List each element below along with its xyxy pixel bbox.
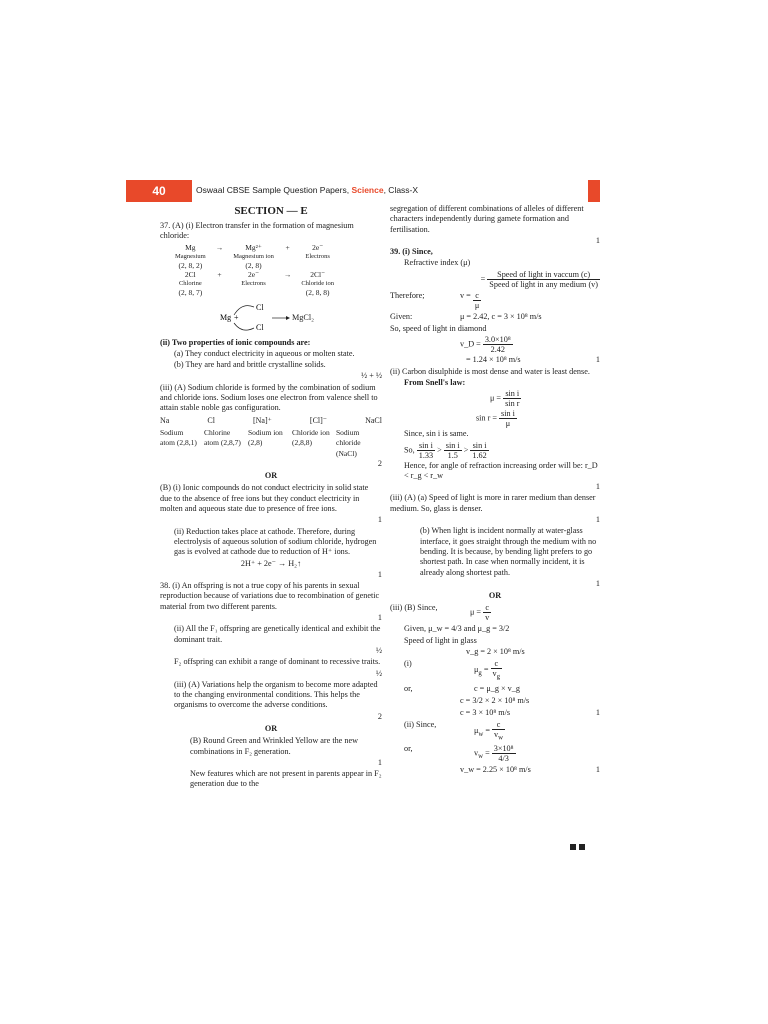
- cl-label: Chlorine atom (2,8,7): [204, 427, 241, 448]
- nacl-label: Sodium chloride (NaCl): [336, 427, 361, 458]
- ri-denominator: Speed of light in any medium (v): [489, 279, 598, 289]
- cl-symbol-1: Cl: [256, 302, 264, 312]
- refractive-index-formula: = $\frac{\text{Speed of light in vaccum (c)}}{\text{Speed of light in any medium (v)}}$: [480, 269, 598, 289]
- vd-denominator: 2.42: [490, 345, 505, 355]
- q38-i: 38. (i) An offspring is not a true copy of his parents in sexual reproduction because of variations due to recombination of genetic material from two different parents.: [160, 581, 380, 611]
- cl-label-2: Electrons: [241, 279, 266, 287]
- q38-i-marks: 1: [377, 613, 382, 623]
- mg-label-2: Magnesium ion: [233, 252, 274, 260]
- cmp-val-3: 1.62: [472, 450, 487, 460]
- mg-label-3: Electrons: [305, 252, 330, 260]
- mg-label-1: Magnesium: [175, 252, 206, 260]
- or-divider-3: OR: [488, 591, 502, 601]
- ii-since-label: (ii) Since,: [404, 719, 437, 729]
- cl-label-3: Chloride ion: [301, 279, 335, 287]
- na-ion-formula: [Na]⁺: [252, 415, 272, 425]
- sin-compare: So, $\frac{\text{sin i}}{1.33}$ > $\frac{\text{sin i}}{1.5}$ > $\frac{\text{sin i}}{1.62}$: [404, 440, 487, 460]
- refractive-index-label: Refractive index (μ): [404, 258, 471, 268]
- vw-result: v_w = 2.25 × 10⁸ m/s: [460, 765, 531, 775]
- given-label: Given:: [390, 311, 413, 321]
- mg-eq-2: →: [215, 242, 224, 252]
- q38-iii-b2: New features which are not present in parents appear in F₂ generation due to the: [190, 769, 382, 789]
- c-calc-row-3: [390, 708, 600, 718]
- cl-formula: Cl: [207, 415, 215, 425]
- mg-config-1: (2, 8, 2): [178, 260, 203, 270]
- snell-law-heading: From Snell's law:: [404, 377, 466, 387]
- mu-g-row: (i) $\mu_g$ = $\frac{c}{v_g}$: [390, 659, 600, 682]
- vd-result-row: [390, 355, 600, 365]
- q38-continuation: segregation of different combinations of alleles of different characters independently during gamete formation and fertilisation.: [390, 204, 584, 234]
- na-ion-label: Sodium ion (2,8): [248, 427, 283, 448]
- q39-iii-a-marks: 1: [595, 515, 600, 525]
- q37-a-i: 37. (A) (i) Electron transfer in the formation of magnesium chloride:: [160, 221, 354, 241]
- q37-b-i-marks: 1: [377, 515, 382, 525]
- cl-eq-3: 2e⁻: [247, 269, 260, 279]
- so-label: So,: [404, 444, 415, 454]
- plus-sign: +: [234, 312, 239, 322]
- q38-iii-b: (B) Round Green and Wrinkled Yellow are the new combinations in F₂ generation.: [190, 736, 359, 756]
- mg-reaction-table: [170, 243, 339, 297]
- na-label: Sodium atom (2,8,1): [160, 427, 197, 448]
- q39-head: 39. (i) Since,: [390, 247, 433, 257]
- q38-continuation-marks: 1: [595, 235, 600, 245]
- cl-config-2: (2, 8, 8): [305, 287, 330, 297]
- given-values: μ = 2.42, c = 3 × 10⁸ m/s: [460, 311, 542, 321]
- q38-ii-b: F₂ offspring can exhibit a range of dominant to recessive traits.: [174, 657, 381, 667]
- q37-a-ii-b: (b) They are hard and brittle crystalline solids.: [174, 360, 326, 370]
- cmp-val-1: 1.33: [418, 450, 434, 460]
- cl-eq-5: 2Cl⁻: [310, 269, 326, 279]
- reaction-arrowhead: [286, 316, 290, 320]
- title-suffix: , Class-X: [383, 185, 419, 195]
- diamond-speed-line: So, speed of light in diamond: [390, 324, 487, 334]
- q37-b-ii: (ii) Reduction takes place at cathode. Therefore, during electrolysis of aqueous solution of sodium chloride, hydrogen gas is evolved at cathode due to reduction of H⁺ ions.: [174, 526, 377, 557]
- q39-iii-b-marks: 1: [595, 578, 600, 588]
- transfer-arrow-2: [234, 323, 254, 330]
- mu-lhs: μ =: [490, 393, 502, 403]
- q37-a-iii: (iii) (A) Sodium chloride is formed by the combination of sodium and chloride ions. Sodium loses one electron from valence shell to attain stable noble gas configuration.: [160, 382, 378, 413]
- refraction-order: Hence, for angle of refraction increasing order will be: r_D < r_g < r_w: [404, 460, 598, 480]
- snell-mu: μ = $\frac{\text{sin i}}{\text{sin r}}$: [490, 389, 520, 409]
- cl-eq-4: →: [283, 269, 292, 279]
- q38-iii-b-marks: 1: [377, 757, 382, 767]
- sin-same: Since, sin i is same.: [404, 429, 469, 439]
- q37-a-ii-a: (a) They conduct electricity in aqueous or molten state.: [174, 348, 355, 358]
- c-calc-2: c = 3/2 × 2 × 10⁸ m/s: [460, 696, 530, 706]
- ii-since-row: (ii) Since, $\mu_w$ = $\frac{c}{v_w}$: [390, 720, 600, 743]
- q37-b-ii-marks: 1: [377, 569, 382, 579]
- nacl-formula: NaCl: [365, 415, 382, 425]
- part-i-label: (i): [404, 659, 412, 669]
- sinr-lhs: sin r =: [476, 413, 497, 423]
- vd-marks: 1: [595, 355, 600, 365]
- q37-a-ii-marks: ½ + ½: [361, 371, 382, 381]
- page-number: 40: [126, 180, 192, 202]
- given-row: [390, 312, 600, 322]
- vw-calc-row: or, $v_w$ = $\frac{\text{3×10⁸}}{4/3}$: [390, 744, 600, 763]
- end-mark-1: [570, 844, 576, 850]
- q37-a-iii-marks: 2: [377, 458, 382, 468]
- v-equation: v =: [460, 290, 471, 300]
- ri-numerator: Speed of light in vaccum (c): [487, 270, 600, 280]
- mg-symbol: Mg: [220, 312, 232, 322]
- cl-eq-1: 2Cl: [184, 269, 196, 279]
- speed-in-glass: Speed of light in glass: [404, 635, 477, 645]
- vd-numerator: 3.0×10⁸: [484, 335, 511, 345]
- vw-numerator: 3×10⁸: [493, 744, 514, 754]
- therefore-label: Therefore;: [390, 290, 425, 300]
- refraction-order-marks: 1: [595, 482, 600, 492]
- vd-formula: [390, 335, 600, 354]
- q37-b-i: (B) (i) Ionic compounds do not conduct electricity in solid state due to the absence of free ions but they conduct electricity in molten and aqueous state due to presence of free ions.: [160, 483, 369, 514]
- given-mu-values: Given, μ_w = 4/3 and μ_g = 3/2: [404, 624, 510, 634]
- q37-a-ii-head: (ii) Two properties of ionic compounds are:: [160, 337, 311, 347]
- or-label-1: or,: [404, 683, 413, 693]
- c-calc-3: c = 3 × 10⁸ m/s: [460, 707, 511, 717]
- mg-eq-4: +: [285, 242, 290, 252]
- q38-iii-a: (iii) (A) Variations help the organism to become more adapted to the changing environmental conditions. This helps the organisms to overcome the adverse conditions.: [174, 679, 378, 710]
- vd-result: = 1.24 × 10⁸ m/s: [466, 355, 521, 365]
- end-mark-2: [579, 844, 585, 850]
- b-since-row: (iii) (B) Since, μ = $\frac{c}{v}$: [390, 603, 490, 623]
- nacl-formation-row: [160, 416, 382, 426]
- na-formula: Na: [160, 415, 170, 425]
- page-header: [126, 180, 600, 202]
- vd-lhs: v_D =: [460, 339, 481, 349]
- document-page: [126, 180, 600, 862]
- mg-eq-3: Mg²⁺: [245, 242, 262, 252]
- q38-iii-a-marks: 2: [377, 711, 382, 721]
- cl-symbol-2: Cl: [256, 322, 264, 332]
- snell-sinr: sin r = $\frac{\text{sin i}}{\mu}$: [476, 409, 515, 429]
- left-column: [160, 204, 382, 791]
- or-divider-2: OR: [264, 723, 278, 733]
- vw-result-row: [390, 765, 600, 775]
- right-column: [390, 204, 600, 777]
- mgcl2-diagram: [160, 298, 382, 338]
- q39-iii-a: (iii) (A) (a) Speed of light is more in rarer medium than denser medium. So, glass is denser.: [390, 493, 596, 513]
- q38-ii-b-marks: ½: [375, 668, 382, 678]
- cmp-val-2: 1.5: [447, 450, 458, 460]
- b-since-label: (iii) (B) Since,: [390, 603, 438, 613]
- running-title: [196, 185, 418, 195]
- mg-config-2: (2, 8): [245, 260, 262, 270]
- c-calc-row-1: [390, 684, 600, 694]
- therefore-row: Therefore; v = $\frac{c}{\mu}$: [390, 290, 480, 310]
- mg-eq-1: Mg: [185, 242, 196, 252]
- q39-ii: (ii) Carbon disulphide is most dense and water is least dense.: [390, 366, 590, 376]
- q38-ii-a: (ii) All the F₁ offspring are genetically identical and exhibit the dominant trait.: [174, 624, 381, 644]
- title-subject: Science: [351, 185, 384, 195]
- cl-eq-2: +: [217, 269, 222, 279]
- cl-label-1: Chlorine: [178, 279, 202, 287]
- cl-ion-formula: [Cl]⁻: [309, 415, 328, 425]
- or-label-2: or,: [404, 744, 413, 754]
- c-calc-3-marks: 1: [595, 707, 600, 717]
- cl-config-1: (2, 8, 7): [178, 287, 203, 297]
- section-title: SECTION — E: [234, 205, 308, 217]
- or-divider-1: OR: [264, 471, 278, 481]
- title-prefix: Oswaal CBSE Sample Question Papers,: [196, 185, 352, 195]
- q39-iii-b: (b) When light is incident normally at water-glass interface, it goes straight through the medium with no bending. It is because, by bending light prefers to go shortest path. In case when normally incident, it is already along shortest path.: [420, 526, 597, 577]
- mg-eq-5: 2e⁻: [312, 242, 324, 252]
- cl-ion-label: Chloride ion (2,8,8): [292, 427, 330, 448]
- vw-marks: 1: [595, 765, 600, 775]
- header-end-bar: [588, 180, 600, 202]
- nacl-label-row: [160, 428, 382, 459]
- vg-value: v_g = 2 × 10⁸ m/s: [466, 647, 525, 657]
- c-calc-1: c = μ_g × v_g: [474, 683, 520, 693]
- q37-b-ii-equation: 2H⁺ + 2e⁻ → H₂↑: [240, 558, 302, 568]
- q38-ii-a-marks: ½: [375, 645, 382, 655]
- mgcl2-product: MgCl₂: [292, 312, 314, 322]
